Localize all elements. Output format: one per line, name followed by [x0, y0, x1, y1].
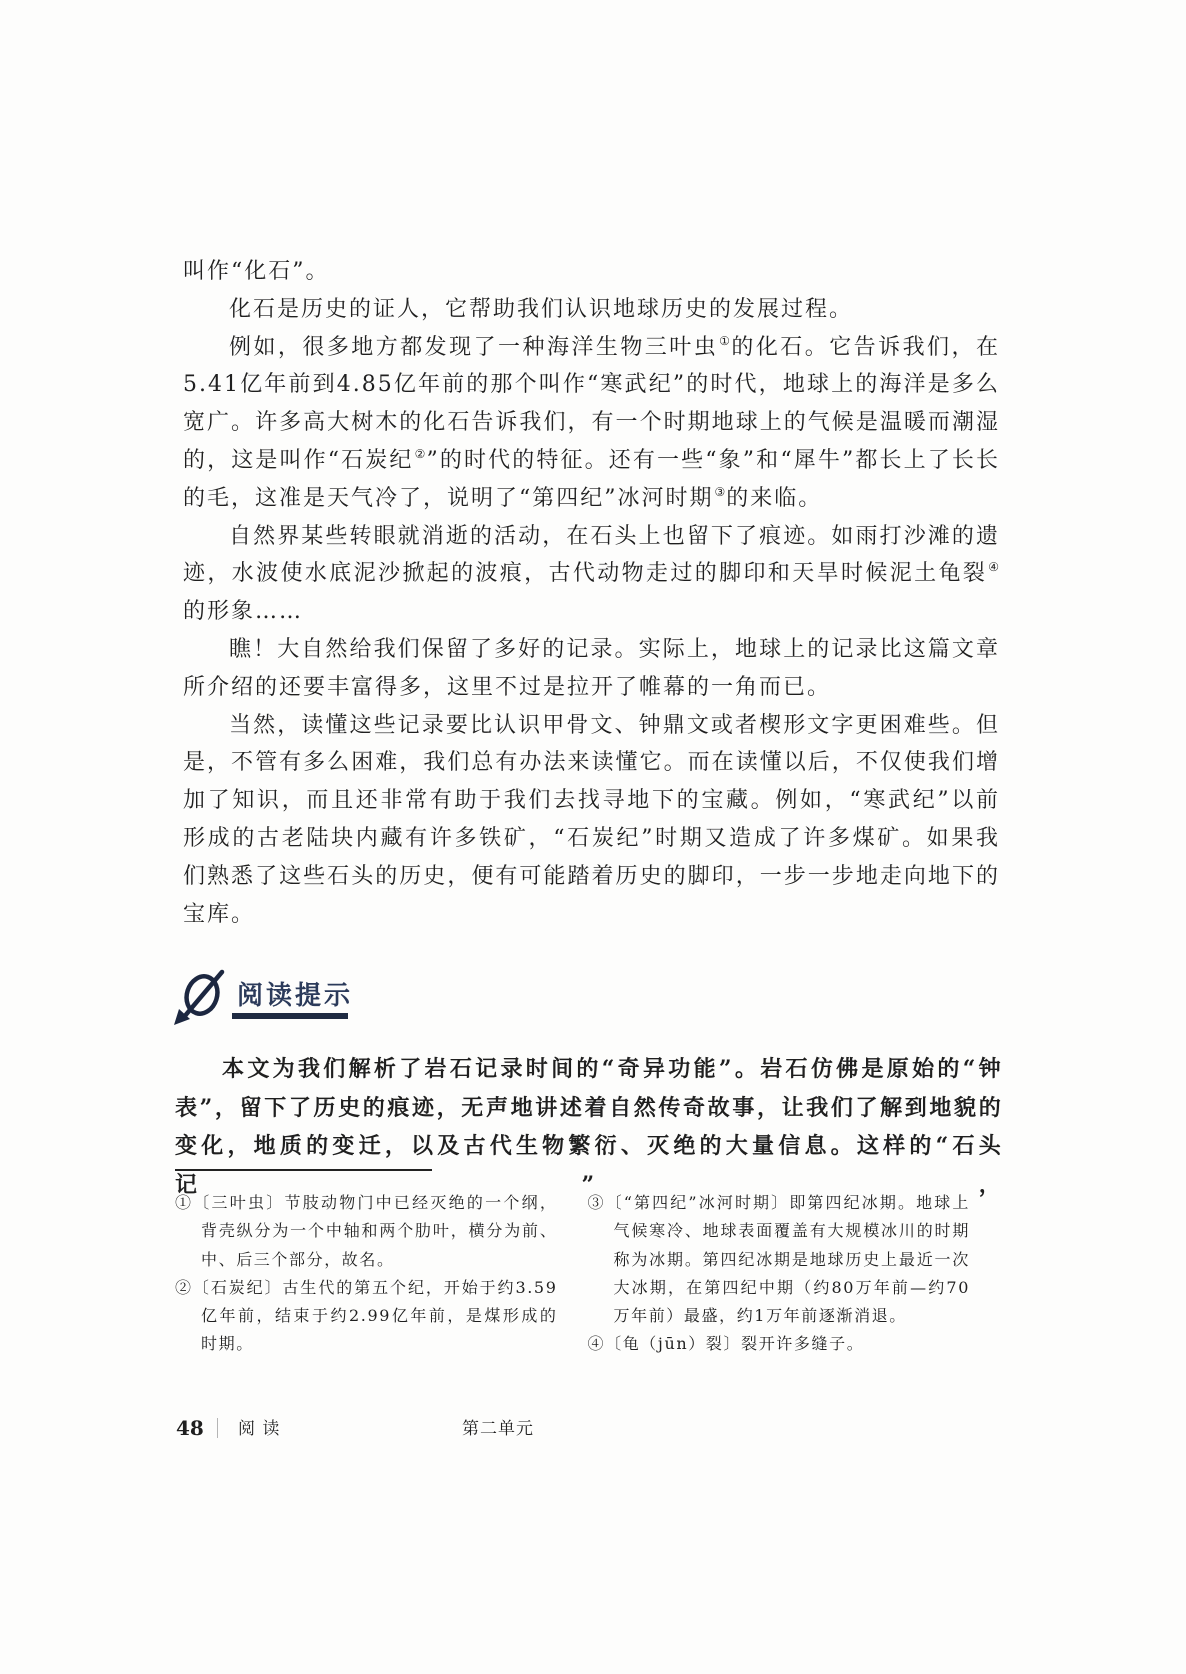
paragraph-text: 的化石。它告诉我们，在5.41亿年前到4.85亿年前的那个叫作“寒武纪”的时代，地球上的海洋是多么宽广。许多高大树木的化石告诉我们，有一个时期地球上的气候是温暖而潮湿的，这是叫作“石炭纪	[183, 334, 1000, 473]
footnote-term: 〔石炭纪〕	[192, 1277, 283, 1297]
footnote-2	[175, 1274, 558, 1359]
footnotes	[175, 1189, 970, 1359]
footnote-mark: ②	[175, 1277, 193, 1297]
footnote-ref-4: ④	[988, 560, 999, 575]
paragraph-text: 的来临。	[726, 485, 823, 511]
article-body	[183, 253, 1000, 933]
footnote-term: 〔三叶虫〕	[193, 1193, 285, 1212]
footnote-divider	[175, 1169, 432, 1171]
paragraph: 瞧！大自然给我们保留了多好的记录。实际上，地球上的记录比这篇文章所介绍的还要丰富得多，这里不过是拉开了帷幕的一角而已。	[183, 636, 1000, 700]
reading-tip-icon	[170, 969, 230, 1027]
footer-unit-label: 第二单元	[462, 1419, 534, 1439]
footnote-ref-3: ③	[714, 484, 726, 499]
footnote-text: 裂开许多缝子。	[741, 1334, 865, 1354]
paragraph	[183, 518, 1000, 631]
footnote-ref-1: ①	[719, 333, 731, 348]
footnote-mark: ③	[587, 1193, 606, 1212]
footnote-1	[175, 1189, 558, 1274]
footnote-term: 〔“第四纪”冰河时期〕	[605, 1193, 790, 1212]
reading-tip-title: 阅读提示	[237, 981, 354, 1011]
paragraph-continuation: 叫作“化石”。	[183, 259, 330, 284]
footnote-4	[588, 1330, 971, 1358]
page-number: 48	[176, 1416, 204, 1440]
paragraph-text: ”的时代的特征。还有一些“象”和“犀牛”都长上了长长的毛，这准是天气冷了，说明了“第四纪”冰河时期	[183, 447, 1000, 511]
footnote-3	[588, 1189, 971, 1330]
paragraph: 当然，读懂这些记录要比认识甲骨文、钟鼎文或者楔形文字更困难些。但是，不管有多么困难，我们总有办法来读懂它。而在读懂以后，不仅使我们增加了知识，而且还非常有助于我们去找寻地下的宝藏。例如，“寒武纪”以前形成的古老陆块内藏有许多铁矿，“石炭纪”时期又造成了许多煤矿。如果我们熟悉了这些石头的历史，便有可能踏着历史的脚印，一步一步地走向地下的宝库。	[183, 712, 1000, 927]
footnote-mark: ④	[587, 1334, 606, 1354]
paragraph-text: 的形象……	[183, 599, 304, 625]
footnote-text: 即第四纪冰期。地球上气候寒冷、地球表面覆盖有大规模冰川的时期称为冰期。第四纪冰期是地球历史上最近一次大冰期，在第四纪中期（约80万年前—约70万年前）最盛，约1万年前逐渐消退。	[613, 1193, 970, 1326]
paragraph: 化石是历史的证人，它帮助我们认识地球历史的发展过程。	[229, 296, 854, 322]
footnote-text: 节肢动物门中已经灭绝的一个纲，背壳纵分为一个中轴和两个肋叶，横分为前、中、后三个部分，故名。	[201, 1193, 558, 1269]
footnote-text: 古生代的第五个纪，开始于约3.59亿年前，结束于约2.99亿年前，是煤形成的时期。	[201, 1277, 558, 1354]
footnote-mark: ①	[175, 1193, 194, 1212]
reading-tip-underline	[232, 1013, 348, 1019]
footer-section-label: 阅 读	[238, 1419, 281, 1439]
footer-separator	[217, 1418, 218, 1438]
paragraph-text: 例如，很多地方都发现了一种海洋生物三叶虫	[229, 334, 719, 360]
footnote-ref-2: ②	[414, 446, 426, 461]
paragraph	[183, 329, 1000, 518]
footnote-term: 〔龟（jūn）裂〕	[605, 1334, 742, 1354]
paragraph-text: 自然界某些转眼就消逝的活动，在石头上也留下了痕迹。如雨打沙滩的遗迹，水波使水底泥沙掀起的波痕，古代动物走过的脚印和天旱时候泥土龟裂	[183, 523, 1000, 587]
reading-tip-text: 本文为我们解析了岩石记录时间的“奇异功能”。岩石仿佛是原始的“钟表”，留下了历史的痕迹，无声地讲述着自然传奇故事，让我们了解到地貌的变化，地质的变迁，以及古代生物繁衍、灭绝的大量信息。这样的“石头记”，	[175, 1056, 1003, 1198]
